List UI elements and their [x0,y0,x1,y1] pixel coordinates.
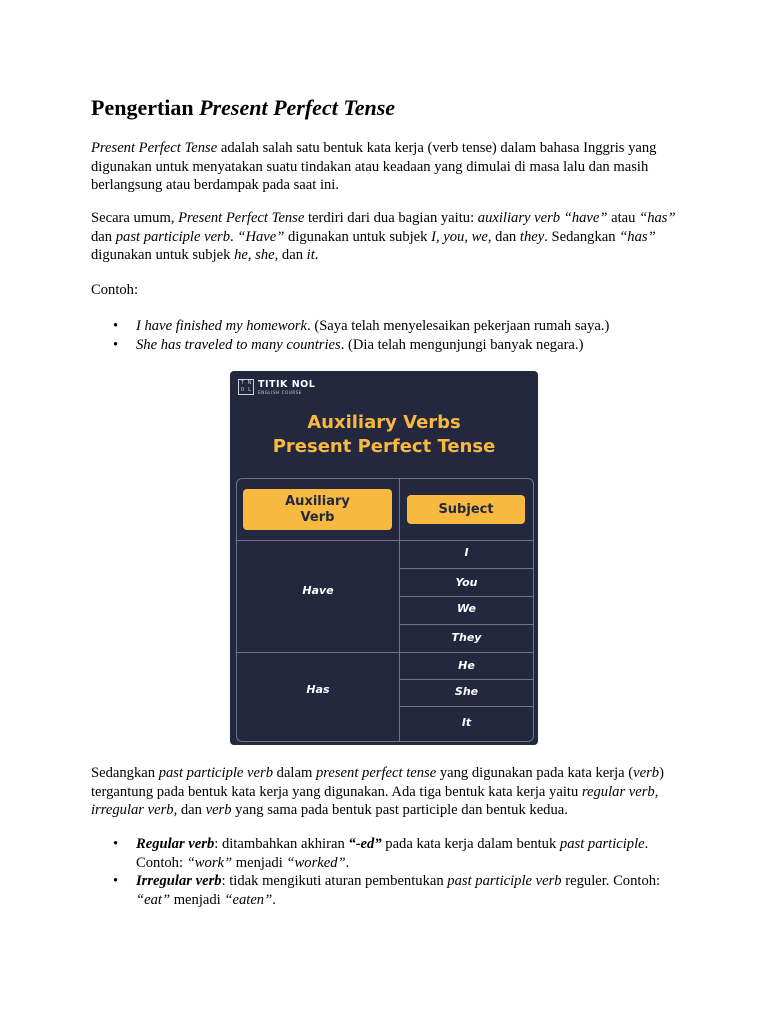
infographic-title-line2: Present Perfect Tense [272,436,496,457]
past-participle-paragraph: Sedangkan past participle verb dalam present perfect tense yang digunakan pada kata kerja (verb) tergantung pada bentuk kata kerja yang digunakan. Ada tiga bentuk kata kerja yaitu regular verb, irregular verb, dan verb yang sama pada bentuk past participle dan bentuk kedua. [91,765,664,818]
row-divider [400,679,533,680]
titik-nol-logo [238,379,315,395]
logo-name: TITIK NOL [258,378,316,390]
subject-cell: You [455,576,478,589]
subject-cell: I [464,546,469,559]
list-item: • I have finished my homework. (Saya telah menyelesaikan pekerjaan rumah saya.) [91,317,691,336]
list-item: • Irregular verb: tidak mengikuti aturan pembentukan past participle verb reguler. Contoh: “eat” menjadi “eaten”. [91,872,691,909]
auxiliary-verbs-infographic [230,371,538,745]
row-divider [400,706,533,707]
row-divider [400,624,533,625]
page-title: Pengertian Present Perfect Tense [91,95,396,120]
logo-subtitle: ENGLISH COURSE [258,389,302,395]
header-subject: Subject [407,495,525,524]
list-item: • Regular verb: ditambahkan akhiran “-ed” pada kata kerja dalam bentuk past participle. Contoh: “work” menjadi “worked”. [91,835,691,872]
subject-cell: It [461,716,472,729]
example-list [91,317,691,354]
logo-grid-icon: T N 0 L [238,379,254,395]
contoh-label: Contoh: [91,282,139,298]
verb-types-list [91,835,691,909]
structure-paragraph: Secara umum, Present Perfect Tense terdiri dari dua bagian yaitu: auxiliary verb “have” atau “has” dan past participle verb. “Have” digunakan untuk subjek I, you, we, dan they. Sedangkan “has” digunakan untuk subjek he, she, dan it. [91,210,676,263]
subject-cell: He [458,659,475,672]
row-divider [400,596,533,597]
subject-cell: They [451,631,482,644]
row-divider [400,568,533,569]
infographic-title-line1: Auxiliary Verbs [307,412,461,433]
intro-paragraph: Present Perfect Tense adalah salah satu bentuk kata kerja (verb tense) dalam bahasa Inggris yang digunakan untuk menyatakan suatu tindakan atau keadaan yang dimulai di masa lalu dan masih berlangsung atau berdampak pada saat ini. [91,140,657,193]
subject-cell: She [454,685,479,698]
row-divider [237,652,533,653]
aux-has: Has [306,683,330,696]
list-item: • She has traveled to many countries. (Dia telah mengunjungi banyak negara.) [91,336,691,355]
row-divider [237,540,533,541]
aux-have: Have [302,584,334,597]
header-auxiliary-verb: Auxiliary Verb [243,489,392,530]
auxiliary-table [236,478,534,742]
subject-cell: We [457,602,476,615]
